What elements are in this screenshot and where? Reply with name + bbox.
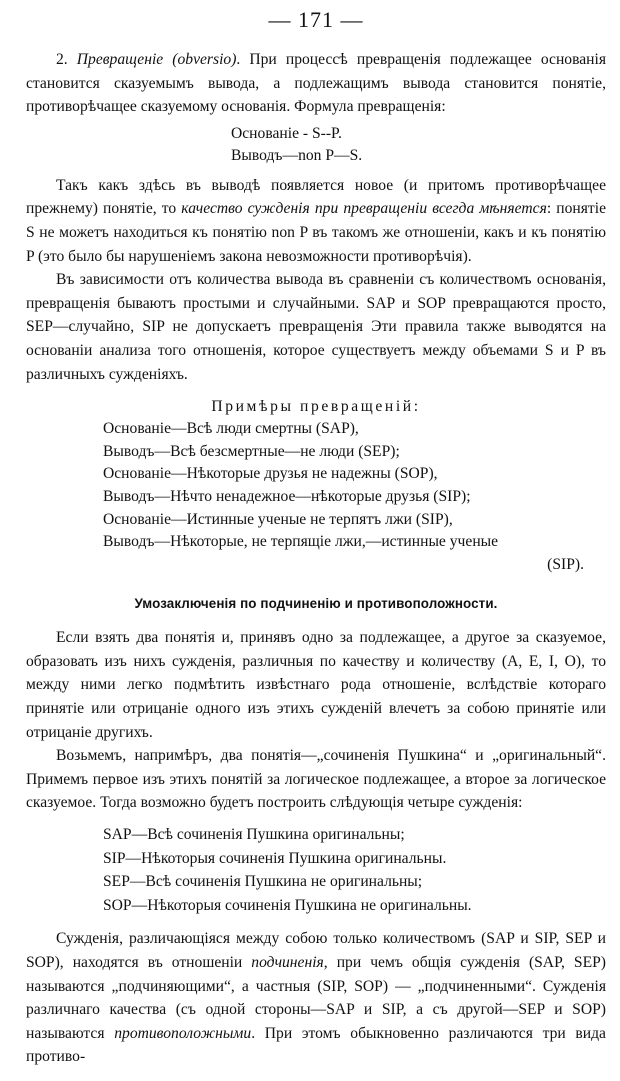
italic-rule: качество сужденія при превращеніи всегда мѣняется (181, 200, 547, 218)
formula-block (231, 123, 606, 168)
italic-term: противоположными (114, 1024, 252, 1042)
proposition-line: SIP—Нѣкоторыя сочиненія Пушкина оригинальны. (103, 849, 447, 867)
italic-term: подчиненія (251, 954, 324, 971)
formula-premise: Основаніе - S--P. (231, 124, 342, 142)
section-heading: Умозаключенія по подчиненію и противоположности. (134, 596, 498, 612)
proposition-line: SEP—Всѣ сочиненія Пушкина не оригинальны; (103, 873, 423, 891)
paragraph-text: , при чемъ общія сужденія (SAP, SEP) называются „подчиняющими“, а частныя (SIP, SOP) — „подчиненными“. Сужденія различнаго качества (съ одной стороны—SAP и SIP, а съ другой—SEP и SOP) называются (26, 954, 606, 1042)
paragraph-subordination (26, 927, 606, 1069)
paragraph-obversio (26, 48, 606, 119)
paragraph-text: . При этомъ обыкновенно различаются три вида противо- (26, 1024, 606, 1066)
paragraph-text: Такъ какъ здѣсь въ выводѣ появляется новое (и притомъ противорѣчащее прежнему) понятіе, то (26, 176, 606, 218)
example-line-tail: (SIP). (547, 555, 584, 573)
example-line: Основаніе—Всѣ люди смертны (SAP), (103, 420, 359, 438)
examples-list (103, 418, 590, 576)
examples-title: Примѣры превращеній: (211, 398, 421, 416)
paragraph-quality-change (26, 174, 606, 268)
example-line: Выводъ—Нѣчто ненадежное—нѣкоторые друзья (SIP); (103, 487, 471, 505)
paragraph-number: 2. (56, 51, 77, 68)
paragraph-quantity: Въ зависимости отъ количества вывода въ сравненіи съ количествомъ основанія, превращенія бываютъ простыми и случайными. SAP и SOP превращаются просто, SEP—случайно, SIP не допускаетъ превращенія Эти правила также выводятся на основаніи анализа того отношенія, которое существуетъ между объемами S и P въ различныхъ сужденіяхъ. (26, 271, 606, 383)
page-number: — 171 — (268, 7, 364, 32)
paragraph-text: : понятіе S не можетъ находиться къ понятію non P въ такомъ же отношеніи, какъ и къ понятію P (это было бы нарушеніемъ закона невозможности противорѣчія). (26, 200, 606, 265)
example-line: Основаніе—Истинные ученые не терпятъ лжи (SIP), (103, 510, 453, 528)
term-obversio: Превращеніе (obversio) (76, 51, 237, 68)
paragraph-pushkin-example: Возьмемъ, напримѣръ, два понятія—„сочиненія Пушкина“ и „оригинальный“. Примемъ первое изъ этихъ понятій за логическое подлежащее, а второе за логическое сказуемое. Тогда возможно будетъ построить слѣдующія четыре сужденія: (26, 747, 606, 812)
proposition-line: SOP—Нѣкоторыя сочиненія Пушкина не оригинальны. (103, 896, 472, 914)
proposition-line: SAP—Всѣ сочиненія Пушкина оригинальны; (103, 826, 405, 844)
example-line: Основаніе—Нѣкоторые друзья не надежны (SOP), (103, 465, 438, 483)
formula-conclusion: Выводъ—non P—S. (231, 147, 363, 165)
example-line: Выводъ—Нѣкоторые, не терпящіе лжи,—истинные ученые (103, 533, 499, 551)
paragraph-text: . При процессѣ превращенія подлежащее основанія становится сказуемымъ вывода, а подлежащимъ вывода становится понятіе, противорѣчащее сказуемому основанія. Формула превращенія: (26, 51, 607, 116)
propositions-list (103, 823, 606, 917)
paragraph-concepts: Если взять два понятія и, принявъ одно за подлежащее, а другое за сказуемое, образовать изъ нихъ сужденія, различныя по качеству и количеству (A, E, I, O), то между ними легко подмѣтить извѣстнаго рода отношеніе, вслѣдствіе котораго принятіе или отрицаніе одного изъ этихъ сужденій влечетъ за собою принятіе или отрицаніе другихъ. (26, 629, 606, 741)
example-line: Выводъ—Всѣ безсмертные—не люди (SEP); (103, 442, 400, 460)
paragraph-text: Сужденія, различающіяся между собою только количествомъ (SAP и SIP, SEP и SOP), находятся въ отношеніи (26, 930, 606, 971)
